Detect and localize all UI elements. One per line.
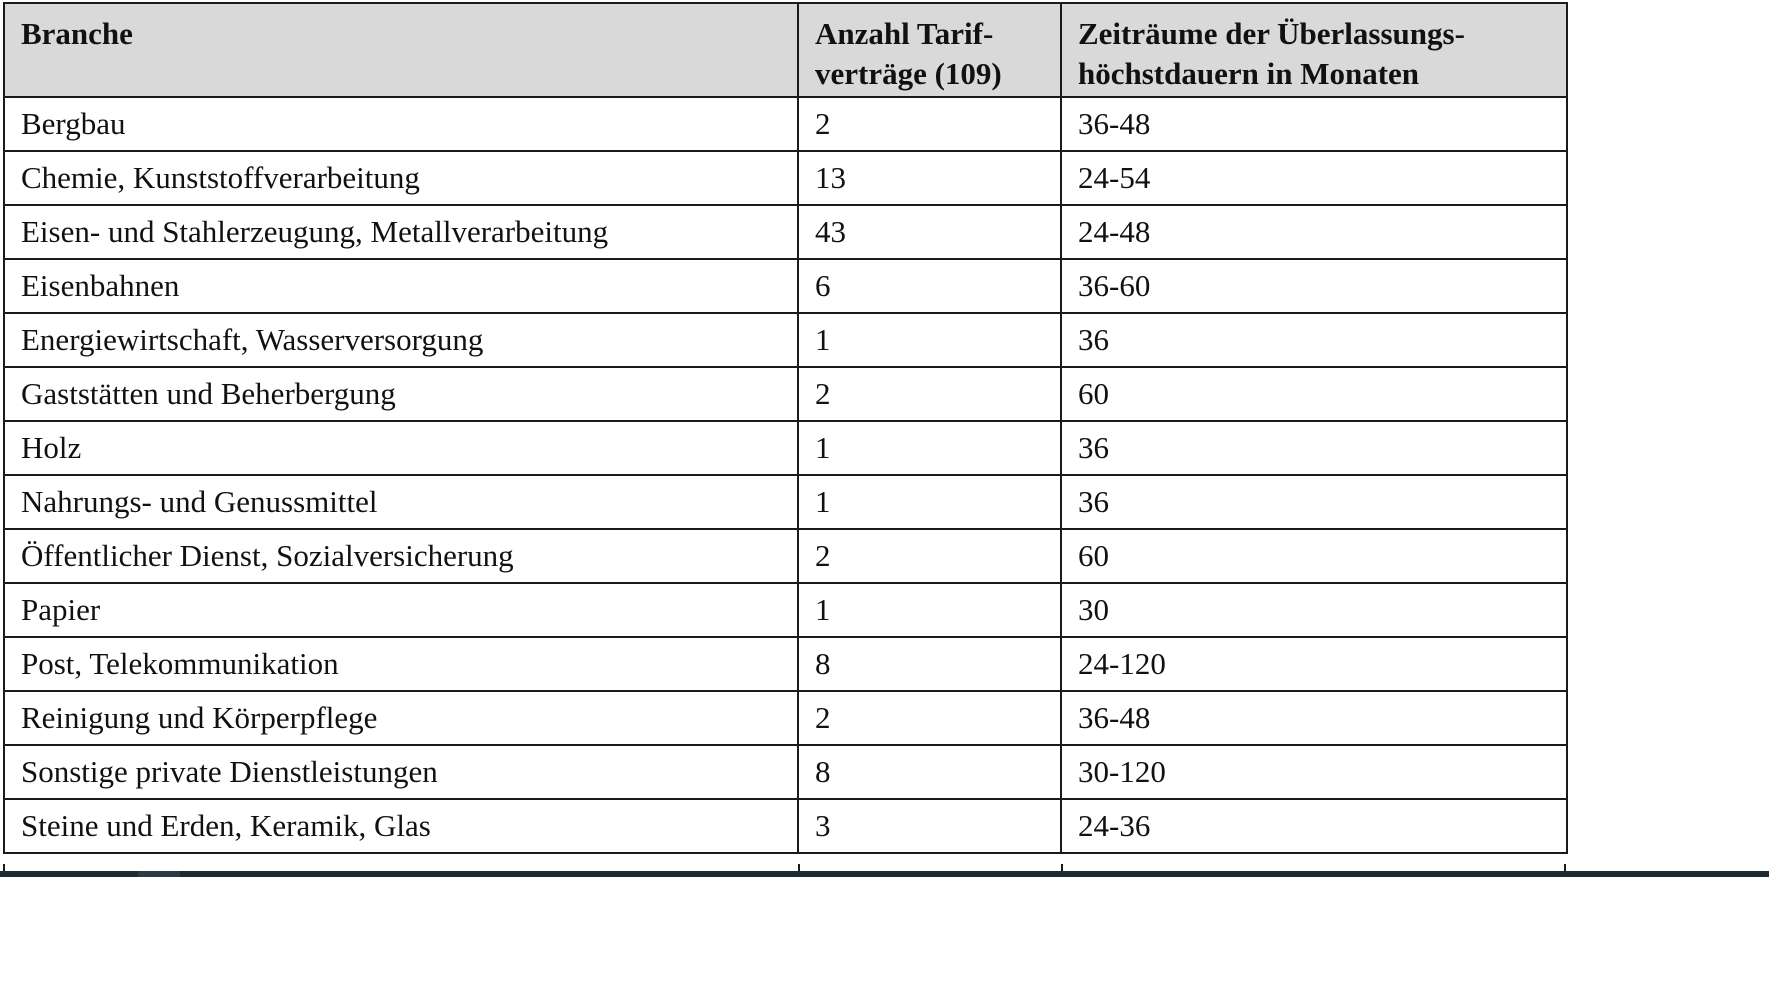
header-anzahl-tarifvertraege: Anzahl Tarif-verträge (109) [798, 3, 1061, 97]
bottom-edge-bar [0, 871, 1769, 877]
table-cut-off-row [3, 864, 1566, 871]
cell-branche: Eisenbahnen [4, 259, 798, 313]
cell-anzahl: 13 [798, 151, 1061, 205]
column-divider [1061, 864, 1063, 871]
table-row [4, 475, 1567, 529]
cell-branche: Reinigung und Körperpflege [4, 691, 798, 745]
table-row [4, 205, 1567, 259]
cell-zeitraeume: 24-54 [1061, 151, 1567, 205]
table-row [4, 97, 1567, 151]
cell-branche: Sonstige private Dienstleistungen [4, 745, 798, 799]
cell-anzahl: 2 [798, 367, 1061, 421]
header-row [4, 3, 1567, 97]
cell-zeitraeume: 36 [1061, 313, 1567, 367]
cell-anzahl: 1 [798, 583, 1061, 637]
cell-branche: Öffentlicher Dienst, Sozialversicherung [4, 529, 798, 583]
cell-zeitraeume: 36-60 [1061, 259, 1567, 313]
cell-zeitraeume: 36-48 [1061, 691, 1567, 745]
cell-zeitraeume: 36-48 [1061, 97, 1567, 151]
cell-zeitraeume: 30 [1061, 583, 1567, 637]
cell-branche: Chemie, Kunststoffverarbeitung [4, 151, 798, 205]
cell-zeitraeume: 60 [1061, 367, 1567, 421]
cell-anzahl: 2 [798, 691, 1061, 745]
cell-branche: Gaststätten und Beherbergung [4, 367, 798, 421]
table-row [4, 691, 1567, 745]
cell-anzahl: 1 [798, 313, 1061, 367]
cell-zeitraeume: 36 [1061, 475, 1567, 529]
table-row [4, 259, 1567, 313]
cell-branche: Steine und Erden, Keramik, Glas [4, 799, 798, 853]
column-divider [798, 864, 800, 871]
cell-anzahl: 2 [798, 97, 1061, 151]
cell-zeitraeume: 24-48 [1061, 205, 1567, 259]
cell-anzahl: 1 [798, 421, 1061, 475]
table-body [4, 97, 1567, 853]
bottom-blank-area [0, 871, 1769, 989]
table-row [4, 151, 1567, 205]
cell-branche: Energiewirtschaft, Wasserversorgung [4, 313, 798, 367]
table-row [4, 745, 1567, 799]
cell-branche: Papier [4, 583, 798, 637]
cell-zeitraeume: 30-120 [1061, 745, 1567, 799]
cell-anzahl: 2 [798, 529, 1061, 583]
cell-zeitraeume: 36 [1061, 421, 1567, 475]
header-branche: Branche [4, 3, 798, 97]
branch-table [3, 2, 1568, 854]
cell-anzahl: 8 [798, 745, 1061, 799]
column-divider [1564, 864, 1566, 871]
table-row [4, 529, 1567, 583]
cell-branche: Holz [4, 421, 798, 475]
cell-zeitraeume: 24-120 [1061, 637, 1567, 691]
cell-zeitraeume: 60 [1061, 529, 1567, 583]
header-zeitraeume: Zeiträume der Überlassungs-höchstdauern in Monaten [1061, 3, 1567, 97]
table-row [4, 583, 1567, 637]
cell-anzahl: 3 [798, 799, 1061, 853]
cell-anzahl: 8 [798, 637, 1061, 691]
table-row [4, 313, 1567, 367]
cell-branche: Nahrungs- und Genussmittel [4, 475, 798, 529]
table-row [4, 367, 1567, 421]
cell-branche: Post, Telekommunikation [4, 637, 798, 691]
cell-anzahl: 43 [798, 205, 1061, 259]
table-header [4, 3, 1567, 97]
cell-anzahl: 1 [798, 475, 1061, 529]
table-row [4, 421, 1567, 475]
table-row [4, 799, 1567, 853]
cell-branche: Bergbau [4, 97, 798, 151]
cell-anzahl: 6 [798, 259, 1061, 313]
bottom-edge-segment [138, 871, 180, 877]
cell-zeitraeume: 24-36 [1061, 799, 1567, 853]
table-row [4, 637, 1567, 691]
cell-branche: Eisen- und Stahlerzeugung, Metallverarbeitung [4, 205, 798, 259]
